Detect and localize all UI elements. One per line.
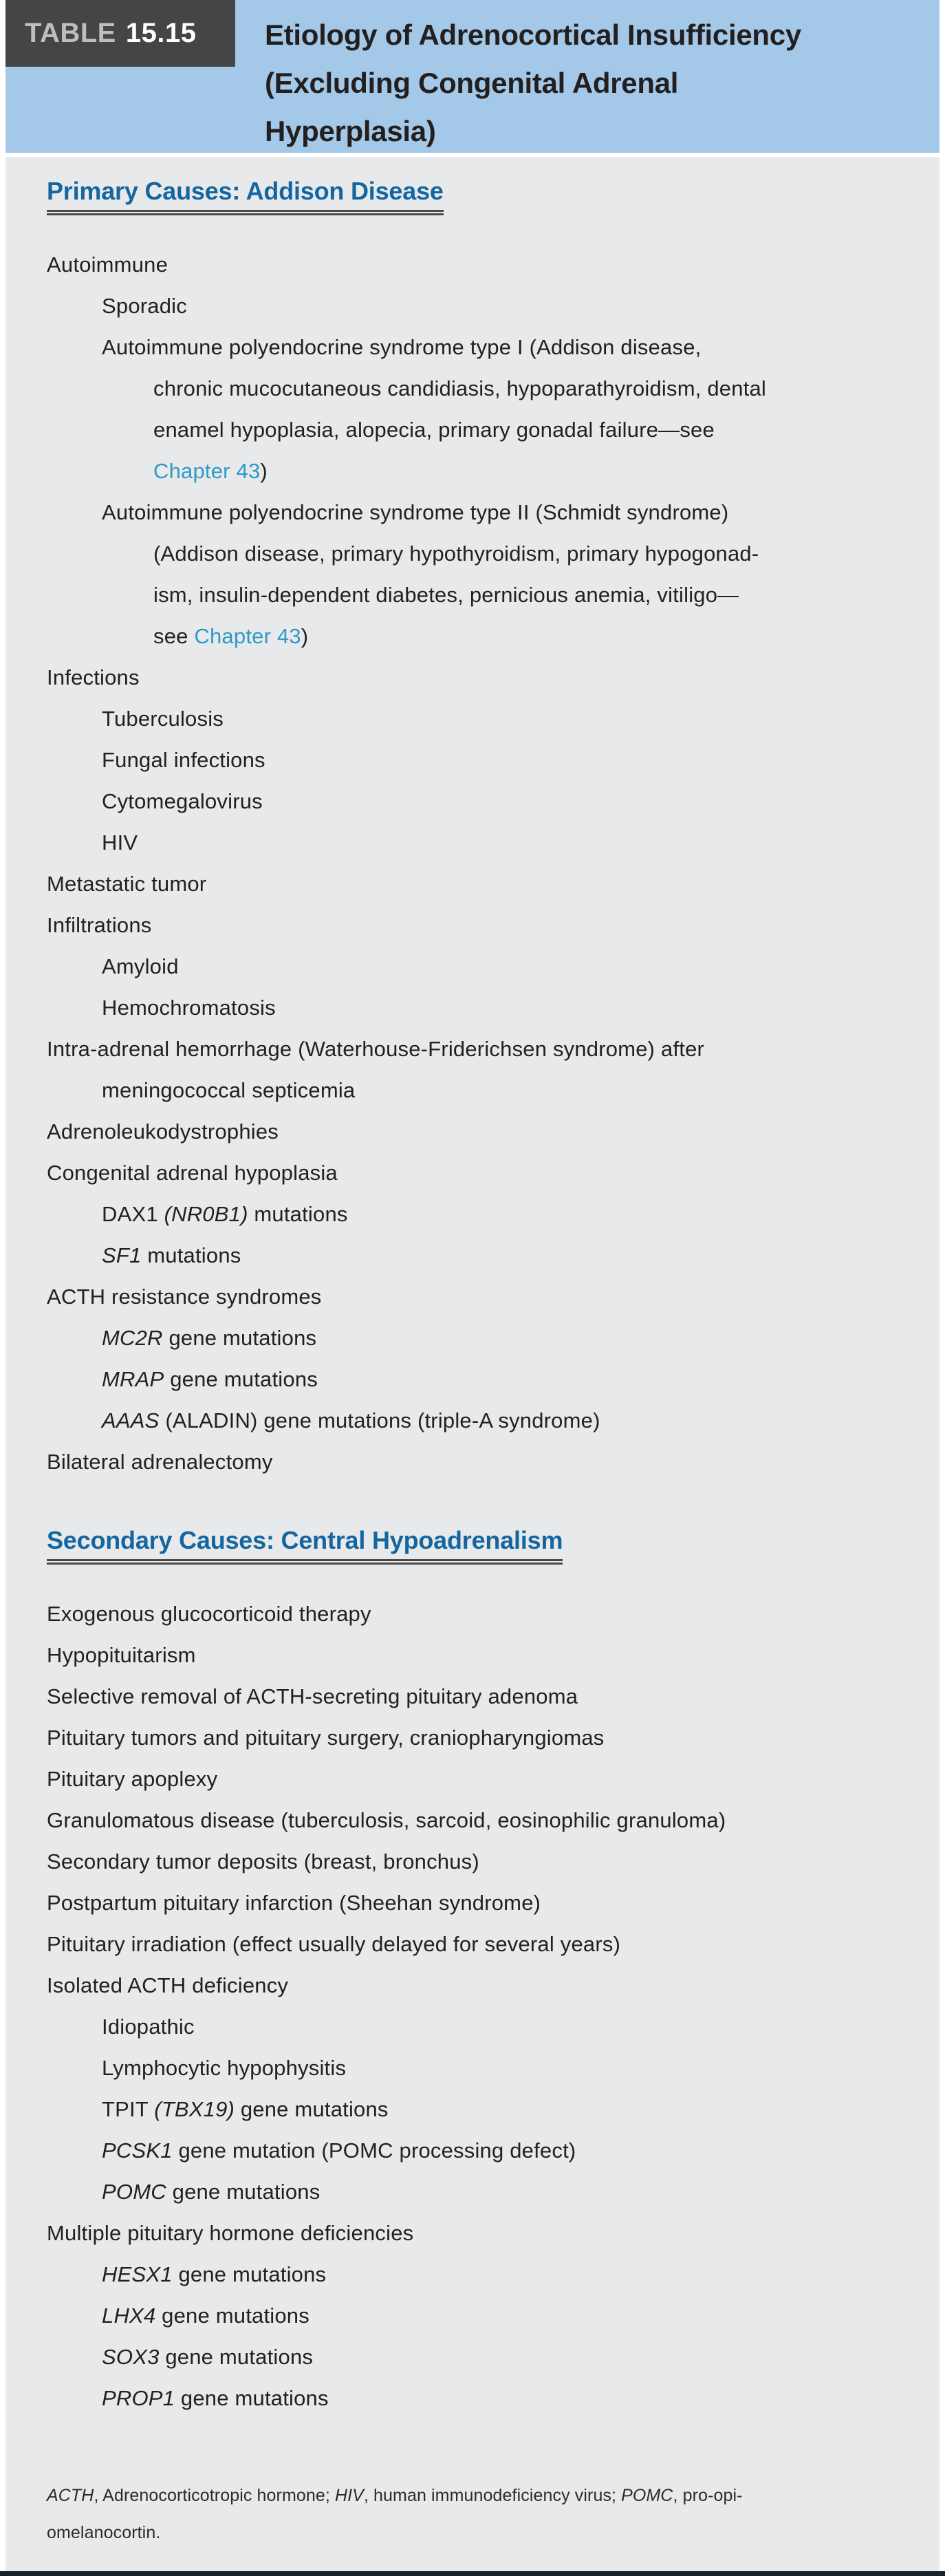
text-run: mutations: [248, 1202, 348, 1226]
list-item: [47, 781, 926, 822]
text-run: ism, insulin-dependent diabetes, pernicious anemia, vitiligo—: [153, 583, 739, 607]
list-item: [47, 2337, 926, 2378]
list-item: [47, 698, 926, 740]
list-item: [47, 2213, 926, 2254]
table-title: [265, 11, 801, 155]
text-run: gene mutations: [162, 1326, 317, 1350]
list-item: [47, 1400, 926, 1441]
text-run: HESX1: [102, 2262, 173, 2286]
text-run: omelanocortin.: [47, 2523, 161, 2542]
list-item: [47, 533, 926, 575]
text-run: Granulomatous disease (tuberculosis, sarcoid, eosinophilic granuloma): [47, 1808, 726, 1832]
list-item: [47, 1070, 926, 1111]
text-run: , pro-opi-: [673, 2486, 743, 2505]
text-run: MC2R: [102, 1326, 163, 1350]
text-run: Lymphocytic hypophysitis: [102, 2056, 347, 2080]
text-run: Sporadic: [102, 294, 187, 318]
text-run: Hemochromatosis: [102, 996, 276, 1020]
list-item: [47, 1717, 926, 1759]
text-run: LHX4: [102, 2304, 156, 2328]
list-item: [47, 1194, 926, 1235]
chapter-link[interactable]: Chapter 43: [153, 459, 261, 483]
list-item: [47, 616, 926, 657]
list-item: [47, 740, 926, 781]
text-run: Postpartum pituitary infarction (Sheehan syndrome): [47, 1891, 541, 1915]
text-run: Fungal infections: [102, 748, 265, 772]
list-item: [47, 1029, 926, 1070]
text-run: gene mutations: [155, 2304, 309, 2328]
text-run: POMC: [102, 2180, 166, 2204]
text-run: (ALADIN) gene mutations (triple-A syndrome): [159, 1408, 600, 1432]
list-item: [47, 1441, 926, 1483]
list-item: [47, 2295, 926, 2337]
text-run: Autoimmune polyendocrine syndrome type I (Addison disease,: [102, 335, 702, 359]
primary-causes-section: [47, 172, 926, 1483]
table-label-word: TABLE: [25, 18, 116, 48]
list-item: [47, 451, 926, 492]
table-body: [6, 157, 939, 2572]
text-run: Tuberculosis: [102, 707, 224, 731]
text-run: Infiltrations: [47, 913, 152, 937]
text-run: Autoimmune: [47, 253, 169, 277]
text-run: SOX3: [102, 2345, 160, 2369]
text-run: Metastatic tumor: [47, 872, 207, 896]
list-item: [47, 244, 926, 286]
footnote-line: [47, 2514, 926, 2551]
table-header: [6, 0, 939, 153]
text-run: Idiopathic: [102, 2015, 195, 2039]
text-run: gene mutations: [166, 2180, 321, 2204]
list-item: [47, 2378, 926, 2419]
secondary-heading-wrap: [47, 1521, 926, 1593]
list-item: [47, 286, 926, 327]
text-run: POMC: [621, 2486, 673, 2505]
text-run: Exogenous glucocorticoid therapy: [47, 1602, 371, 1626]
text-run: ACTH: [47, 2486, 94, 2505]
primary-causes-list: [47, 244, 926, 1483]
text-run: Infections: [47, 665, 140, 689]
list-item: [47, 1235, 926, 1276]
text-run: Adrenoleukodystrophies: [47, 1119, 279, 1144]
list-item: [47, 905, 926, 946]
text-run: ): [301, 624, 309, 648]
text-run: mutations: [141, 1243, 241, 1267]
list-item: [47, 1882, 926, 1924]
text-run: Multiple pituitary hormone deficiencies: [47, 2221, 414, 2245]
text-run: TPIT: [102, 2097, 155, 2121]
text-run: Amyloid: [102, 954, 179, 978]
text-run: Isolated ACTH deficiency: [47, 1973, 289, 1997]
list-item: [47, 822, 926, 863]
list-item: [47, 327, 926, 368]
list-item: [47, 1924, 926, 1965]
text-run: ACTH resistance syndromes: [47, 1285, 322, 1309]
text-run: Autoimmune polyendocrine syndrome type II (Schmidt syndrome): [102, 500, 729, 524]
list-item: [47, 1676, 926, 1717]
text-run: ): [260, 459, 268, 483]
chapter-link[interactable]: Chapter 43: [194, 624, 301, 648]
list-item: [47, 1800, 926, 1841]
text-run: SF1: [102, 1243, 142, 1267]
list-item: [47, 1111, 926, 1152]
footnote-line: [47, 2477, 926, 2514]
text-run: PCSK1: [102, 2138, 173, 2162]
list-item: [47, 1276, 926, 1318]
text-run: Cytomegalovirus: [102, 789, 263, 813]
list-item: [47, 2048, 926, 2089]
text-run: (TBX19): [154, 2097, 235, 2121]
list-item: [47, 1759, 926, 1800]
table-title-line: Etiology of Adrenocortical Insufficiency: [265, 19, 801, 51]
bottom-rule-bar: [0, 2571, 945, 2576]
text-run: , Adrenocorticotropic hormone;: [94, 2486, 335, 2505]
text-run: Congenital adrenal hypoplasia: [47, 1161, 338, 1185]
text-run: gene mutations: [164, 1367, 318, 1391]
text-run: Selective removal of ACTH-secreting pituitary adenoma: [47, 1684, 578, 1708]
text-run: chronic mucocutaneous candidiasis, hypoparathyroidism, dental: [153, 376, 767, 400]
table-number-badge: [6, 0, 235, 67]
text-run: Hypopituitarism: [47, 1643, 196, 1667]
list-item: [47, 2089, 926, 2130]
list-item: [47, 409, 926, 451]
text-run: Secondary tumor deposits (breast, bronchus): [47, 1849, 479, 1874]
text-run: , human immunodeficiency virus;: [363, 2486, 622, 2505]
table-title-line: (Excluding Congenital Adrenal: [265, 67, 679, 99]
text-run: Bilateral adrenalectomy: [47, 1450, 273, 1474]
text-run: DAX1: [102, 1202, 164, 1226]
secondary-causes-section: [47, 1521, 926, 2419]
text-run: HIV: [334, 2486, 364, 2505]
table-title-line: Hyperplasia): [265, 115, 436, 147]
text-run: see: [153, 624, 195, 648]
list-item: [47, 1593, 926, 1635]
list-item: [47, 987, 926, 1029]
list-item: [47, 1841, 926, 1882]
list-item: [47, 657, 926, 698]
list-item: [47, 863, 926, 905]
text-run: MRAP: [102, 1367, 164, 1391]
text-run: HIV: [102, 830, 138, 855]
list-item: [47, 1965, 926, 2006]
text-run: Pituitary tumors and pituitary surgery, craniopharyngiomas: [47, 1726, 605, 1750]
list-item: [47, 2130, 926, 2171]
text-run: PROP1: [102, 2386, 175, 2410]
text-run: (Addison disease, primary hypothyroidism, primary hypogonad-: [153, 541, 759, 566]
text-run: AAAS: [102, 1408, 160, 1432]
list-item: [47, 2006, 926, 2048]
list-item: [47, 575, 926, 616]
text-run: gene mutations: [175, 2386, 329, 2410]
text-run: gene mutations: [159, 2345, 314, 2369]
text-run: gene mutations: [235, 2097, 389, 2121]
table-label-number: 15.15: [125, 18, 197, 48]
text-run: gene mutation (POMC processing defect): [172, 2138, 576, 2162]
text-run: Pituitary apoplexy: [47, 1767, 218, 1791]
list-item: [47, 1635, 926, 1676]
text-run: gene mutations: [172, 2262, 327, 2286]
list-item: [47, 492, 926, 533]
list-item: [47, 368, 926, 409]
list-item: [47, 1318, 926, 1359]
text-run: enamel hypoplasia, alopecia, primary gonadal failure—see: [153, 418, 715, 442]
list-item: [47, 1359, 926, 1400]
secondary-causes-heading: Secondary Causes: Central Hypoadrenalism: [47, 1527, 563, 1565]
text-run: Pituitary irradiation (effect usually delayed for several years): [47, 1932, 621, 1956]
text-run: (NR0B1): [164, 1202, 248, 1226]
secondary-causes-list: [47, 1593, 926, 2419]
list-item: [47, 2171, 926, 2213]
text-run: Intra-adrenal hemorrhage (Waterhouse-Friderichsen syndrome) after: [47, 1037, 705, 1061]
text-run: meningococcal septicemia: [102, 1078, 356, 1102]
list-item: [47, 2254, 926, 2295]
list-item: [47, 946, 926, 987]
abbreviations-footnote: [47, 2477, 926, 2551]
primary-causes-heading: Primary Causes: Addison Disease: [47, 178, 444, 215]
list-item: [47, 1152, 926, 1194]
